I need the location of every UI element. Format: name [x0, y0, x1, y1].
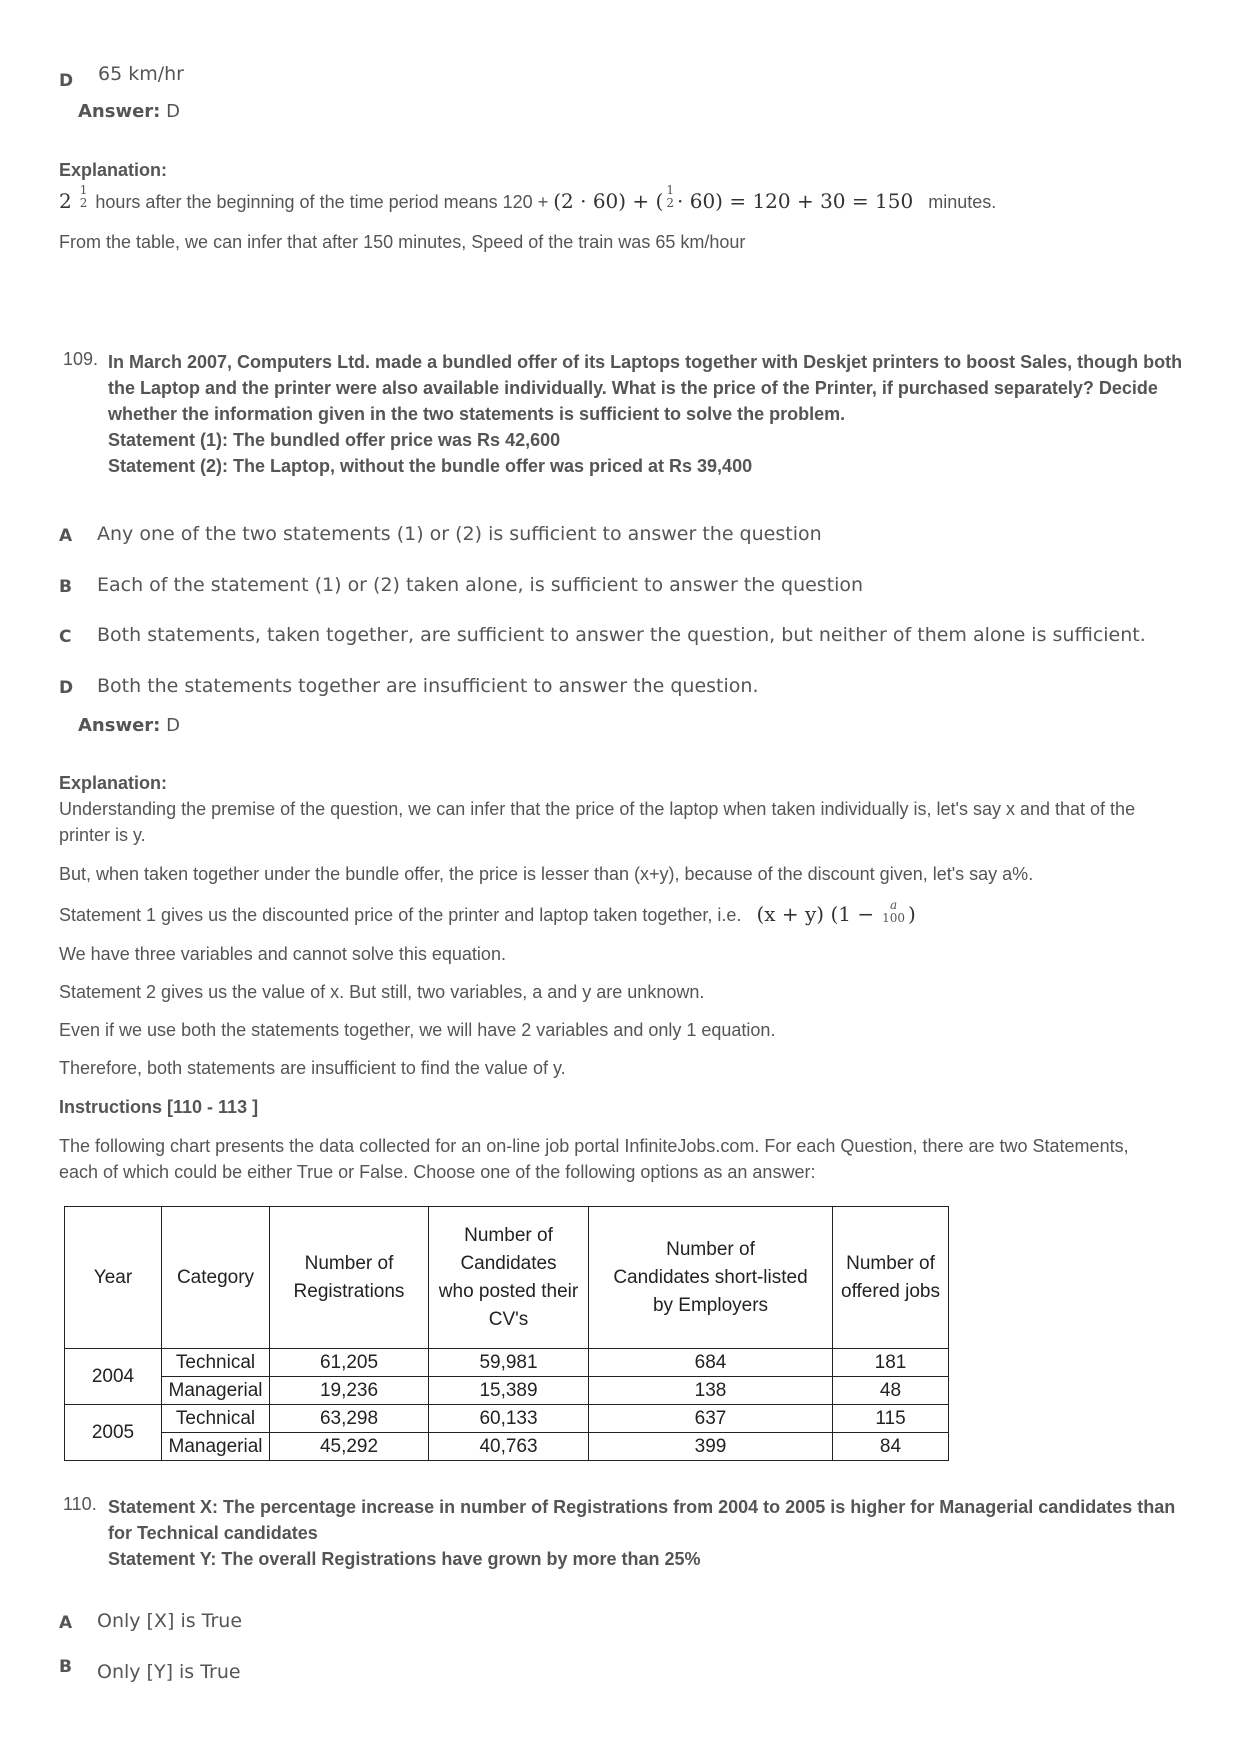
table-header-row	[65, 1207, 949, 1349]
header-line: CV's	[488, 1308, 529, 1330]
explanation-paragraph-7: Therefore, both statements are insufficient to find the value of y.	[59, 1058, 566, 1078]
header-line: Candidates short-listed	[613, 1266, 808, 1288]
frac-den: 2	[79, 196, 88, 211]
header-offered	[833, 1207, 949, 1349]
explanation-line-1	[59, 183, 997, 216]
category-cell: Technical	[162, 1349, 270, 1377]
option-b-letter: B	[59, 1657, 72, 1677]
answer-label: Answer:	[78, 715, 161, 736]
explanation-title: Explanation:	[59, 773, 168, 793]
expl-text: Statement 1 gives us the discounted price of the printer and laptop taken together, i.e.	[59, 905, 742, 925]
option-d-letter: D	[59, 678, 74, 698]
option-a-text[interactable]: Any one of the two statements (1) or (2) is sufficient to answer the question	[97, 523, 822, 545]
option-c-letter: C	[59, 627, 72, 647]
table-row	[65, 1433, 949, 1461]
answer-line	[78, 715, 180, 736]
option-b-text[interactable]: Each of the statement (1) or (2) taken alone, is sufficient to answer the question	[97, 574, 864, 596]
option-d-text[interactable]: 65 km/hr	[98, 63, 184, 85]
header-cvs	[429, 1207, 589, 1349]
option-a-letter: A	[59, 526, 73, 546]
mixed-whole: 2	[59, 189, 72, 213]
explanation-paragraph-4: We have three variables and cannot solve this equation.	[59, 944, 506, 964]
shortlisted-cell: 399	[589, 1433, 833, 1461]
shortlisted-cell: 684	[589, 1349, 833, 1377]
answer-label: Answer:	[78, 101, 161, 122]
instructions-line: The following chart presents the data collected for an on-line job portal InfiniteJobs.com. For each Question, there are two Statements,	[59, 1136, 1129, 1156]
table-row	[65, 1405, 949, 1433]
answer-line	[78, 101, 180, 122]
explanation-title: Explanation:	[59, 160, 168, 180]
header-shortlisted	[589, 1207, 833, 1349]
question-109-line: In March 2007, Computers Ltd. made a bundled offer of its Laptops together with Deskjet printers to boost Sales, though both	[108, 352, 1183, 372]
question-109-line: the Laptop and the printer were also available individually. What is the price of the Printer, if purchased separately? Decide	[108, 378, 1158, 398]
header-line: who posted their	[438, 1280, 579, 1302]
explanation-line: printer is y.	[59, 825, 146, 845]
question-110-text	[108, 1494, 1175, 1572]
statement-2: Statement (2): The Laptop, without the bundle offer was priced at Rs 39,400	[108, 456, 753, 476]
header-line: Number of	[846, 1252, 935, 1274]
frac-num: a	[890, 898, 898, 913]
header-registrations	[270, 1207, 429, 1349]
statement-1: Statement (1): The bundled offer price was Rs 42,600	[108, 430, 561, 450]
table-row	[65, 1349, 949, 1377]
header-line: Number of	[464, 1224, 553, 1246]
expl-text-1: hours after the beginning of the time period means 120 +	[95, 192, 549, 212]
header-line: by Employers	[652, 1294, 769, 1316]
statement-x-continued: for Technical candidates	[108, 1523, 318, 1543]
question-number-109: 109.	[63, 349, 99, 369]
expr-fraction	[666, 184, 674, 210]
statement-y: Statement Y: The overall Registrations have grown by more than 25%	[108, 1549, 701, 1569]
frac-num: 1	[79, 183, 88, 198]
expr-frac-num: 1	[666, 183, 674, 198]
question-number-110: 110.	[63, 1494, 97, 1514]
registrations-cell: 61,205	[270, 1349, 429, 1377]
option-b-letter: B	[59, 577, 72, 597]
option-d-text[interactable]: Both the statements together are insufficient to answer the question.	[97, 675, 759, 697]
explanation-paragraph-1	[59, 796, 1189, 848]
instructions-line: each of which could be either True or False. Choose one of the following options as an answer:	[59, 1162, 816, 1182]
table-row	[65, 1377, 949, 1405]
explanation-paragraph-6: Even if we use both the statements together, we will have 2 variables and only 1 equation.	[59, 1020, 776, 1040]
header-category: Category	[162, 1207, 270, 1349]
answer-value: D	[166, 101, 180, 122]
category-cell: Managerial	[162, 1377, 270, 1405]
expl-text-2: minutes.	[928, 192, 997, 212]
explanation-line-2: From the table, we can infer that after 150 minutes, Speed of the train was 65 km/hour	[59, 232, 746, 252]
cvs-cell: 15,389	[429, 1377, 589, 1405]
header-line: Number of	[304, 1252, 394, 1274]
cvs-cell: 60,133	[429, 1405, 589, 1433]
cvs-cell: 59,981	[429, 1349, 589, 1377]
option-a-letter: A	[59, 1613, 73, 1633]
category-cell: Managerial	[162, 1433, 270, 1461]
offered-cell: 115	[833, 1405, 949, 1433]
year-cell: 2005	[65, 1405, 162, 1461]
offered-cell: 181	[833, 1349, 949, 1377]
year-cell: 2004	[65, 1349, 162, 1405]
header-line: Number of	[666, 1238, 755, 1260]
offered-cell: 48	[833, 1377, 949, 1405]
instructions-title: Instructions [110 - 113 ]	[59, 1097, 259, 1117]
explanation-line: Understanding the premise of the question, we can infer that the price of the laptop when taken individually is, let's say x and that of the	[59, 799, 1136, 819]
explanation-paragraph-5: Statement 2 gives us the value of x. But still, two variables, a and y are unknown.	[59, 982, 705, 1002]
expression-close: )	[908, 902, 916, 926]
header-line: Candidates	[460, 1252, 557, 1274]
registrations-cell: 45,292	[270, 1433, 429, 1461]
category-cell: Technical	[162, 1405, 270, 1433]
option-a-text[interactable]: Only [X] is True	[97, 1610, 243, 1632]
option-d-letter: D	[59, 71, 74, 91]
instructions-text	[59, 1133, 1129, 1185]
registrations-cell: 63,298	[270, 1405, 429, 1433]
shortlisted-cell: 637	[589, 1405, 833, 1433]
mixed-fraction	[80, 184, 88, 210]
option-c-text[interactable]: Both statements, taken together, are sufficient to answer the question, but neither of them alone is sufficient.	[97, 624, 1146, 646]
explanation-paragraph-2: But, when taken together under the bundle offer, the price is lesser than (x+y), because of the discount given, let's say a%.	[59, 864, 1034, 884]
shortlisted-cell: 138	[589, 1377, 833, 1405]
header-line: Registrations	[293, 1280, 405, 1302]
discount-fraction	[882, 899, 905, 925]
offered-cell: 84	[833, 1433, 949, 1461]
expr-part-1: (2 · 60) + (	[553, 189, 664, 213]
expr-part-2: · 60) = 120 + 30 = 150	[677, 189, 914, 213]
explanation-paragraph-3	[59, 898, 916, 929]
option-b-text[interactable]: Only [Y] is True	[97, 1661, 241, 1683]
question-109-text	[108, 349, 1182, 479]
question-109-line: whether the information given in the two statements is sufficient to solve the problem.	[108, 404, 846, 424]
discount-expression: (x + y) (1 −	[756, 902, 875, 926]
frac-den: 100	[882, 911, 906, 926]
answer-value: D	[166, 715, 180, 736]
registrations-cell: 19,236	[270, 1377, 429, 1405]
data-table	[64, 1206, 949, 1461]
header-line: offered jobs	[841, 1280, 940, 1302]
statement-x: Statement X: The percentage increase in number of Registrations from 2004 to 2005 is higher for Managerial candidates than	[108, 1497, 1176, 1517]
expr-frac-den: 2	[666, 196, 674, 211]
header-year: Year	[65, 1207, 162, 1349]
cvs-cell: 40,763	[429, 1433, 589, 1461]
